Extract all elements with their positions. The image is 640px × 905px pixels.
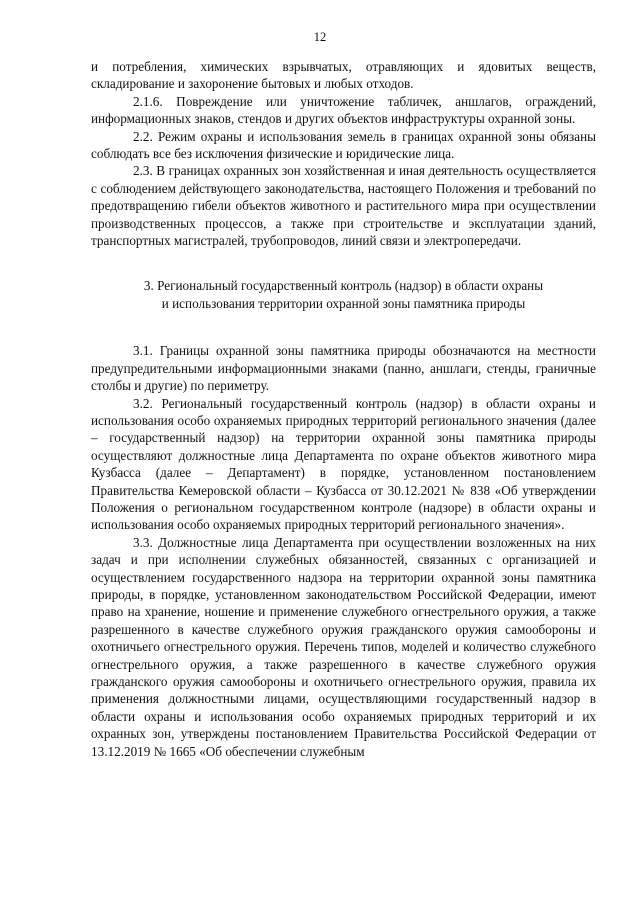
paragraph-3-2: 3.2. Региональный государственный контроль (надзор) в области охраны и использования особо охраняемых природных территорий регионального значения (далее – государственный надзор) на территории охранной зоны памятника природы осуществляют должностные лица Департамента по охране объектов животного мира Кузбасса (далее – Департамент) в порядке, установленном постановлением Правительства Кемеровской области – Кузбасса от 30.12.2021 № 838 «Об утверждении Положения о региональном государственном контроле (надзоре) в области охраны и использования особо охраняемых природных территорий регионального значения».: [91, 395, 596, 533]
paragraph-2-2: 2.2. Режим охраны и использования земель в границах охранной зоны обязаны соблюдать все без исключения физические и юридические лица.: [91, 128, 596, 162]
paragraph-3-1: 3.1. Границы охранной зоны памятника природы обозначаются на местности предупредительными информационными знаками (панно, аншлаги, стенды, граничные столбы и другие) по периметру.: [91, 343, 596, 394]
page-number: 12: [313, 30, 327, 44]
paragraph-2-1-6: 2.1.6. Повреждение или уничтожение табличек, аншлагов, ограждений, информационных знаков, стендов и других объектов инфраструктуры охранной зоны.: [91, 93, 596, 127]
paragraph-continuation: и потребления, химических взрывчатых, отравляющих и ядовитых веществ, складирование и захоронение бытовых и любых отходов.: [91, 59, 596, 92]
document-body: [91, 58, 596, 760]
section-heading-line-1: 3. Региональный государственный контроль (надзор) в области охраны: [143, 278, 544, 294]
section-heading-line-2: и использования территории охранной зоны памятника природы: [161, 295, 526, 311]
section-3-heading: [91, 277, 596, 312]
paragraph-2-3: 2.3. В границах охранных зон хозяйственная и иная деятельность осуществляется с соблюдением действующего законодательства, настоящего Положения и требований по предотвращению гибели объектов животного и растительного мира при осуществлении производственных процессов, а также при строительстве и эксплуатации зданий, транспортных магистралей, трубопроводов, линий связи и электропередачи.: [91, 163, 596, 249]
paragraph-3-3: 3.3. Должностные лица Департамента при осуществлении возложенных на них задач и при исполнении служебных обязанностей, связанных с организацией и осуществлением государственного надзора на территории охранной зоны памятника природы, в порядке, установленном законодательством Российской Федерации, имеют право на хранение, ношение и применение служебного огнестрельного оружия, а также разрешенного в качестве служебного оружия гражданского оружия самообороны и охотничьего огнестрельного оружия. Перечень типов, моделей и количество служебного огнестрельного оружия, а также разрешенного в качестве служебного оружия гражданского оружия самообороны и охотничьего огнестрельного оружия, правила их применения должностными лицами, осуществляющими государственный надзор в области охраны и использования особо охраняемых природных территорий и их охранных зон, утверждены постановлением Правительства Российской Федерации от 13.12.2019 № 1665 «Об обеспечении служебным: [91, 534, 596, 759]
